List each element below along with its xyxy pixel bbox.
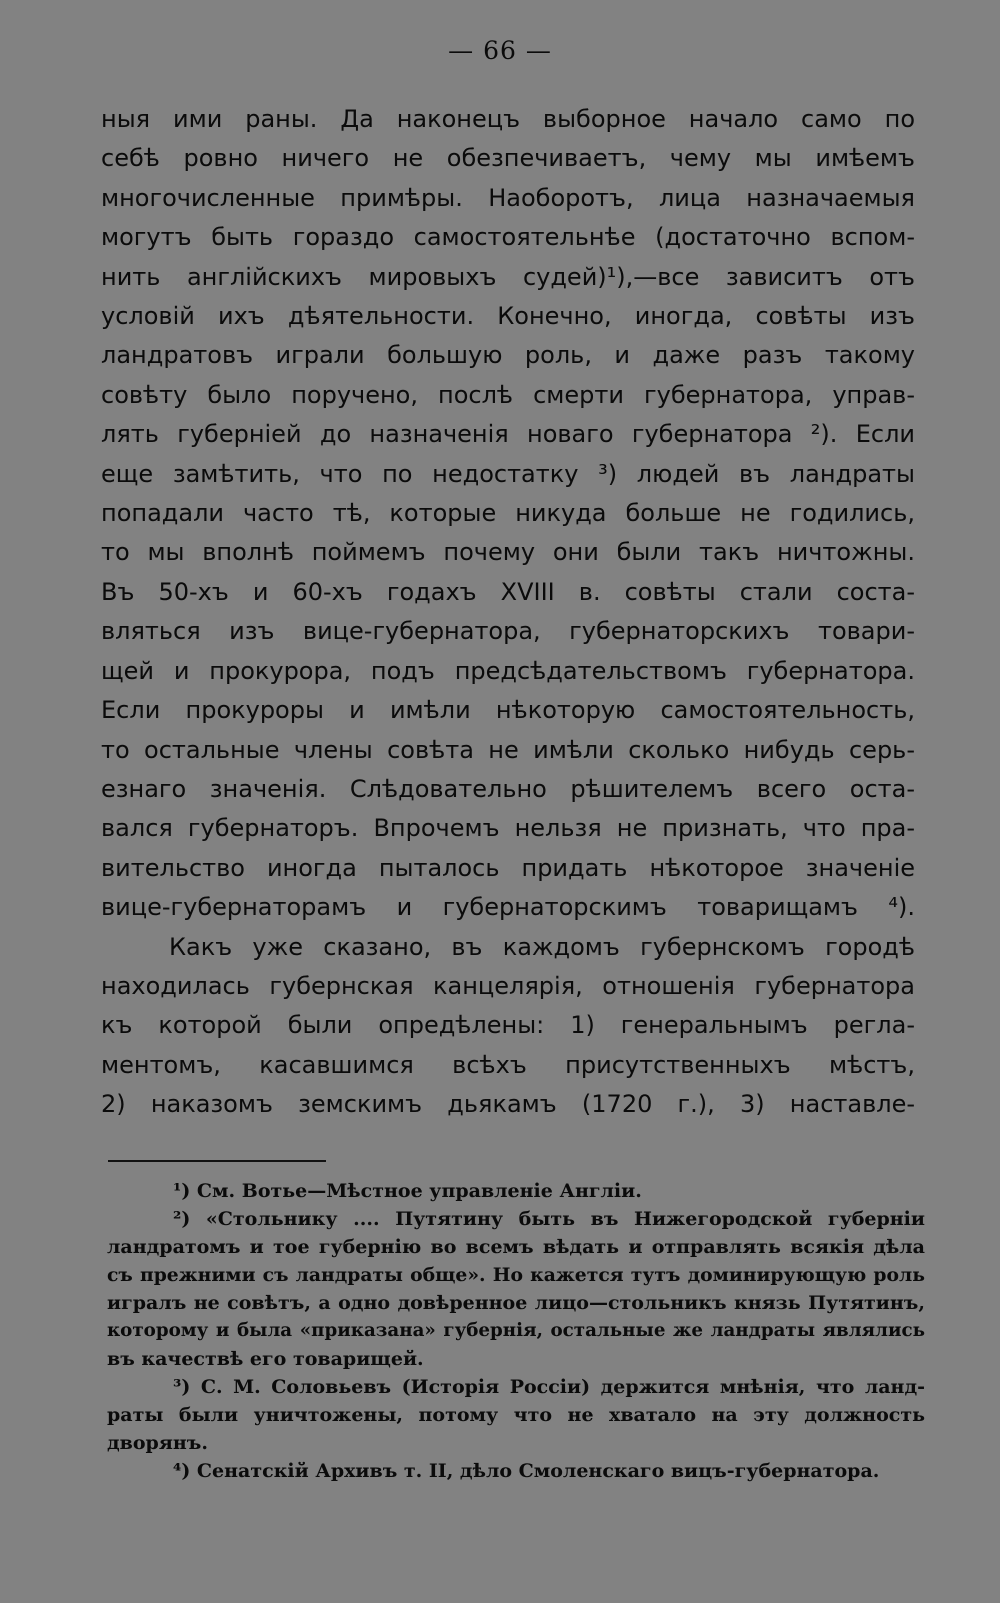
text-line: многочисленные примѣры. Наоборотъ, лица назначаемыя: [101, 183, 915, 212]
text-line: попадали часто тѣ, которые никуда больше не годились,: [101, 499, 915, 528]
text-line: вался губернаторъ. Впрочемъ нельзя не признать, что пра-: [101, 814, 915, 843]
footnote-line: ⁴) Сенатскій Архивъ т. II, дѣло Смоленскаго вицъ-губернатора.: [173, 1460, 880, 1482]
text-line: къ которой были опредѣлены: 1) генеральнымъ регла-: [101, 1011, 915, 1040]
footnote-line: дворянъ.: [107, 1432, 208, 1454]
footnote-line: игралъ не совѣтъ, а одно довѣренное лицо—стольникъ князь Путятинъ,: [107, 1292, 925, 1314]
text-line: еще замѣтить, что по недостатку ³) людей въ ландраты: [101, 459, 915, 488]
text-line: вляться изъ вице-губернатора, губернаторскихъ товари-: [101, 617, 915, 646]
footnote-divider: [108, 1160, 326, 1162]
footnote-line: ³) С. М. Соловьевъ (Исторія Россіи) держится мнѣнія, что ланд-: [173, 1376, 925, 1398]
footnote-line: съ прежними съ ландраты обще». Но кажется тутъ доминирующую роль: [107, 1264, 925, 1286]
page-number: — 66 —: [448, 36, 552, 65]
text-line: находилась губернская канцелярія, отношенія губернатора: [101, 971, 915, 1000]
text-line: могутъ быть гораздо самостоятельнѣе (достаточно вспом-: [101, 223, 915, 252]
footnote-line: ландратомъ и тое губернію во всемъ вѣдать и отправлять всякія дѣла: [107, 1236, 925, 1258]
text-line: вительство иногда пыталось придать нѣкоторое значеніе: [101, 853, 915, 882]
text-line: езнаго значенія. Слѣдовательно рѣшителемъ всего оста-: [101, 774, 915, 803]
text-line: совѣту было поручено, послѣ смерти губернатора, управ-: [101, 380, 915, 409]
text-line: ландратовъ играли большую роль, и даже разъ такому: [101, 341, 915, 370]
text-line: то остальные члены совѣта не имѣли сколько нибудь серь-: [101, 735, 915, 764]
main-text: [101, 100, 915, 1125]
footnote-line: раты были уничтожены, потому что не хватало на эту должность: [107, 1404, 925, 1426]
text-line: себѣ ровно ничего не обезпечиваетъ, чему мы имѣемъ: [101, 144, 915, 173]
footnote-line: которому и была «приказана» губернія, остальные же ландраты являлись: [107, 1320, 925, 1341]
text-line: щей и прокурора, подъ предсѣдательствомъ губернатора.: [101, 656, 915, 685]
footnote-line: ¹) См. Вотье—Мѣстное управленіе Англіи.: [173, 1180, 642, 1202]
text-line: то мы вполнѣ поймемъ почему они были такъ ничтожны.: [101, 538, 915, 567]
text-line: вице-губернаторамъ и губернаторскимъ товарищамъ ⁴).: [101, 893, 915, 922]
text-line: нить англійскихъ мировыхъ судей)¹),—все зависитъ отъ: [101, 262, 915, 291]
text-line: ментомъ, касавшимся всѣхъ присутственныхъ мѣстъ,: [101, 1050, 915, 1079]
text-line: 2) наказомъ земскимъ дьякамъ (1720 г.), 3) наставле-: [101, 1090, 915, 1119]
text-line: Какъ уже сказано, въ каждомъ губернскомъ городѣ: [169, 932, 915, 961]
text-line: условій ихъ дѣятельности. Конечно, иногда, совѣты изъ: [101, 302, 915, 331]
text-line: ныя ими раны. Да наконецъ выборное начало само по: [101, 105, 915, 133]
text-line: лять губерніей до назначенія новаго губернатора ²). Если: [101, 420, 915, 449]
footnotes: [107, 1177, 925, 1485]
footnote-line: ²) «Стольнику .... Путятину быть въ Нижегородской губерніи: [173, 1208, 925, 1230]
text-line: Если прокуроры и имѣли нѣкоторую самостоятельность,: [101, 696, 915, 725]
text-line: Въ 50-хъ и 60-хъ годахъ XVIII в. совѣты стали соста-: [101, 577, 915, 606]
footnote-line: въ качествѣ его товарищей.: [107, 1348, 424, 1370]
